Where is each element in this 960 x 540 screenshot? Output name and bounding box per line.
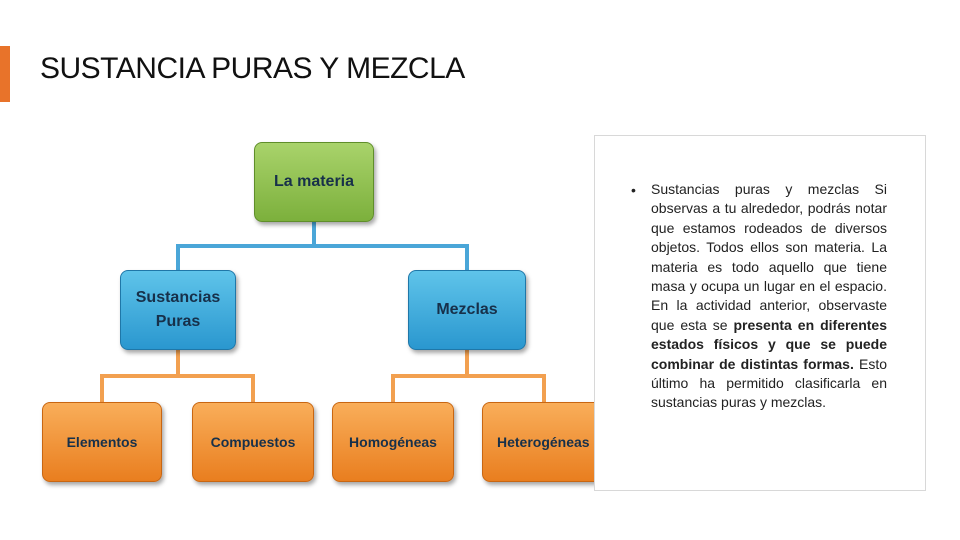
connector-root-puras xyxy=(178,222,314,270)
node-sustancias-puras: Sustancias Puras xyxy=(120,270,236,350)
node-elementos: Elementos xyxy=(42,402,162,482)
paragraph-text: Sustancias puras y mezclas Si observas a tu alrededor, podrás notar que estamos rodeados de diversos objetos. Todos ellos son materia. La materia es todo aquello que tiene masa y ocupa un lugar en el espacio. En la actividad anterior, observaste que esta se xyxy=(651,181,887,333)
connector-puras-elementos xyxy=(102,350,178,402)
paragraph-bold-text: presenta en diferentes estados físicos y que se puede combinar de distintas formas. xyxy=(651,316,888,372)
accent-bar xyxy=(0,46,10,102)
node-la-materia: La materia xyxy=(254,142,374,222)
body-paragraph xyxy=(651,180,887,413)
concept-diagram xyxy=(38,136,590,486)
node-mezclas: Mezclas xyxy=(408,270,526,350)
connector-puras-compuestos xyxy=(178,376,253,402)
connector-root-mezclas xyxy=(314,246,467,270)
node-heterogeneas: Heterogéneas xyxy=(482,402,606,482)
connector-mezclas-heterogeneas xyxy=(467,376,544,402)
node-compuestos: Compuestos xyxy=(192,402,314,482)
text-panel xyxy=(594,135,926,491)
paragraph-text-end: Esto último ha permitido clasificarla en sustancias puras y mezclas. xyxy=(651,355,887,411)
slide-title: SUSTANCIA PURAS Y MEZCLA xyxy=(40,52,465,85)
connector-mezclas-homogeneas xyxy=(393,350,467,402)
node-homogeneas: Homogéneas xyxy=(332,402,454,482)
bullet-marker: • xyxy=(631,182,636,198)
